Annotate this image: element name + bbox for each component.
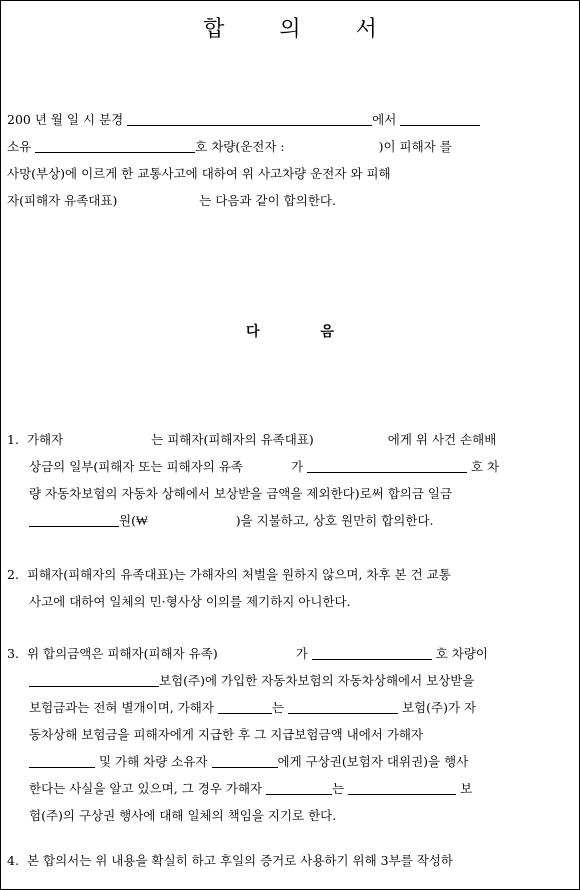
intro-line-3-text: 사망(부상)에 이르게 한 교통사고에 대하여 위 사고차량 운전자 xyxy=(7,166,347,181)
intro-line-4 xyxy=(7,187,573,214)
clause-1-line-2 xyxy=(7,453,573,480)
intro-line-3-end: 와 피해 xyxy=(350,166,391,181)
date-time-text: 200 년 월 일 시 분경 xyxy=(7,112,124,127)
clause-3-line-7 xyxy=(7,802,573,829)
clause-number: 2. xyxy=(7,567,19,582)
insurer-suffix: 보 xyxy=(460,781,473,796)
clause-3-line-4-text: 동차상해 보험금을 피해자에게 지급한 후 그 지급보험금액 내에서 가해자 xyxy=(29,727,424,742)
clause-1 xyxy=(7,426,573,534)
subrogation-text: 에게 구상권(보험자 대위권)을 행사 xyxy=(277,754,469,769)
payment-text: )을 지불하고, 상호 원만히 합의한다. xyxy=(235,513,434,528)
vehicle-number-blank xyxy=(307,457,467,473)
insurer-blank-2 xyxy=(288,698,398,714)
offender-blank xyxy=(218,698,272,714)
document-title: 합 의 서 xyxy=(203,17,401,42)
clause-3-line-3 xyxy=(7,694,573,721)
topic-particle: 는 xyxy=(271,700,285,715)
owner-blank xyxy=(35,137,195,153)
place-suffix-text: 에서 xyxy=(372,112,397,127)
clause-1-line-1 xyxy=(7,426,573,453)
section-heading: 다 음 xyxy=(246,324,362,340)
offender-blank-2 xyxy=(29,752,95,768)
clause-4 xyxy=(7,847,573,874)
owner-text: 및 가해 차량 소유자 xyxy=(98,754,208,769)
clause-1-line-3 xyxy=(7,480,573,507)
clause-3 xyxy=(7,640,573,829)
amount-korean-blank xyxy=(29,511,119,527)
clause-3-line-2 xyxy=(7,667,573,694)
victim-rep-label: 자(피해자 유족대표) xyxy=(7,193,118,208)
clause-number: 3. xyxy=(7,646,19,661)
compensation-part-text: 상금의 일부(피해자 또는 피해자의 유족 xyxy=(29,459,243,474)
clause-3-line-6 xyxy=(7,775,573,802)
clause-3-line-1-text: 위 합의금액은 피해자(피해자 유족) xyxy=(26,646,218,661)
clause-3-line-1 xyxy=(7,640,573,667)
insurer-suffix: 보험(주)가 자 xyxy=(401,700,477,715)
clause-3-line-2-text: 보험(주)에 가입한 자동차보험의 자동차상해에서 보상받을 xyxy=(159,673,475,688)
intro-line-1 xyxy=(7,106,573,133)
accident-place-blank xyxy=(127,110,372,126)
clause-number: 4. xyxy=(7,853,19,868)
clause-number: 1. xyxy=(7,432,19,447)
clause-1-line-3-text: 량 자동차보험의 자동차 상해에서 보상받을 금액을 제외한다)로써 합의금 일금 xyxy=(29,486,453,501)
clause-2-line-1 xyxy=(7,561,573,588)
clause-3-line-3-text: 보험금과는 전혀 별개이며, 가해자 xyxy=(29,700,214,715)
vehicle-suffix: 호 차 xyxy=(471,459,500,474)
intro-line-3 xyxy=(7,160,573,187)
vehicle-number-blank xyxy=(312,644,432,660)
clause-1-line-4 xyxy=(7,507,573,534)
victim-label: )이 피해자 xyxy=(378,139,436,154)
clause-4-line-1 xyxy=(7,847,573,874)
victim-rep-text: 는 피해자(피해자의 유족대표) xyxy=(151,432,314,447)
subject-particle: 가 xyxy=(295,646,308,661)
place-detail-blank xyxy=(400,110,480,126)
subject-particle: 가 xyxy=(290,459,304,474)
offender-label: 가해자 xyxy=(26,432,64,447)
clause-2-line-1-text: 피해자(피해자의 유족대표)는 가해자의 처벌을 원하지 않으며, 차후 본 건 교통 xyxy=(26,567,451,582)
clause-3-line-4 xyxy=(7,721,573,748)
owner-blank xyxy=(212,752,278,768)
clause-2 xyxy=(7,561,573,615)
amount-won-label: 원(₩ xyxy=(119,513,148,528)
agreement-statement: 는 다음과 같이 합의한다. xyxy=(199,193,336,208)
insurer-blank-3 xyxy=(348,779,456,795)
insurer-blank xyxy=(29,671,159,687)
compensation-text: 에게 위 사건 손해배 xyxy=(387,432,497,447)
owner-label: 소유 xyxy=(7,139,32,154)
vehicle-suffix: 호 차량이 xyxy=(435,646,489,661)
intro-paragraph xyxy=(7,106,573,214)
intro-line-2 xyxy=(7,133,573,160)
clause-3-line-5 xyxy=(7,748,573,775)
offender-blank-3 xyxy=(266,779,332,795)
clause-4-line-1-text: 본 합의서는 위 내용을 확실히 하고 후일의 증거로 사용하기 위해 3부를 작성하 xyxy=(26,853,453,868)
clause-2-line-2 xyxy=(7,588,573,615)
clause-3-line-6-text: 한다는 사실을 알고 있으며, 그 경우 가해자 xyxy=(29,781,263,796)
clause-2-line-2-text: 사고에 대하여 일체의 민·형사상 이의를 제기하지 아니한다. xyxy=(29,594,351,609)
object-particle: 를 xyxy=(439,139,452,154)
vehicle-driver-label: 호 차량(운전자 : xyxy=(195,139,285,154)
clause-3-line-7-text: 험(주)의 구상권 행사에 대해 일체의 책임을 지기로 한다. xyxy=(29,808,337,823)
topic-particle: 는 xyxy=(332,781,345,796)
